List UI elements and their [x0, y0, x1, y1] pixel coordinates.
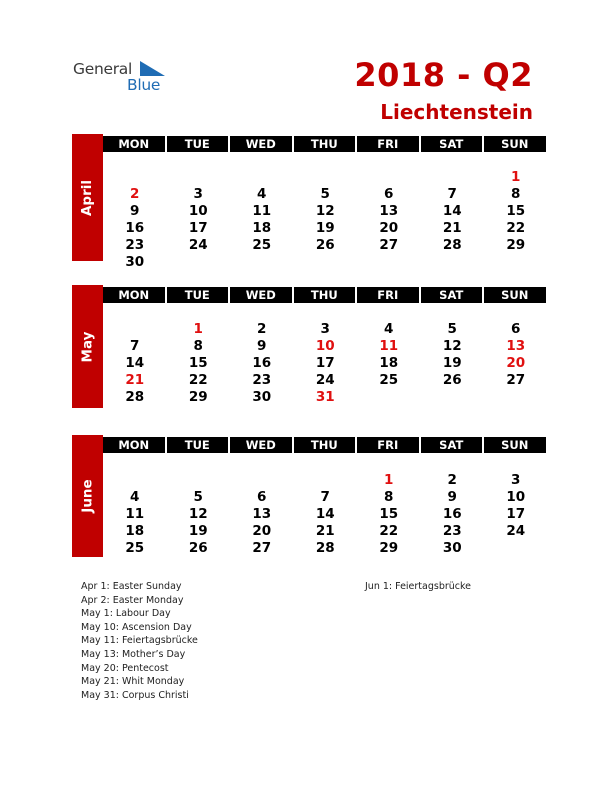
day-cell: 12	[315, 203, 335, 219]
day-cell: 21	[442, 220, 462, 236]
day-cell: 22	[188, 372, 208, 388]
day-grid	[103, 472, 548, 557]
week-row	[103, 355, 548, 372]
holiday-item: Apr 2: Easter Monday	[81, 594, 184, 606]
day-cell: 12	[442, 338, 462, 354]
day-cell: 9	[447, 489, 457, 505]
day-cell-holiday: 1	[193, 321, 203, 337]
day-cell	[230, 254, 294, 271]
day-cell: 15	[188, 355, 208, 371]
month-label: May	[79, 331, 96, 363]
day-cell: 16	[125, 220, 145, 236]
day-cell: 25	[379, 372, 399, 388]
day-cell: 8	[193, 338, 203, 354]
day-cell: 25	[252, 237, 272, 253]
day-cell-holiday: 20	[506, 355, 526, 371]
holiday-item: May 1: Labour Day	[81, 608, 171, 620]
holiday-item: May 20: Pentecost	[81, 662, 169, 674]
logo-text-general: General	[73, 60, 132, 78]
month-block-may	[72, 285, 540, 408]
day-cell	[421, 169, 485, 186]
day-cell: 24	[188, 237, 208, 253]
month-label: April	[79, 179, 96, 217]
day-cell: 17	[315, 355, 335, 371]
day-cell: 11	[125, 506, 145, 522]
day-cell: 5	[447, 321, 457, 337]
holiday-list-left	[81, 580, 198, 702]
day-cell: 19	[315, 220, 335, 236]
day-cell: 6	[384, 186, 394, 202]
holiday-item: Jun 1: Feiertagsbrücke	[365, 581, 472, 592]
weekday-header: WED	[230, 437, 292, 453]
day-cell: 7	[320, 489, 330, 505]
day-cell: 30	[252, 389, 272, 405]
day-cell: 13	[252, 506, 272, 522]
day-cell-holiday: 13	[506, 338, 526, 354]
day-cell: 25	[125, 540, 145, 556]
week-row	[103, 338, 548, 355]
day-cell: 24	[506, 523, 526, 539]
day-cell: 23	[442, 523, 462, 539]
week-row	[103, 523, 548, 540]
day-cell	[421, 389, 485, 406]
day-cell: 11	[252, 203, 272, 219]
day-cell	[294, 472, 358, 489]
week-row	[103, 389, 548, 406]
day-cell: 16	[252, 355, 272, 371]
day-cell: 2	[447, 472, 457, 488]
day-cell: 26	[315, 237, 335, 253]
week-row	[103, 372, 548, 389]
weekday-header: FRI	[357, 287, 419, 303]
day-cell: 4	[384, 321, 394, 337]
weekday-header: MON	[103, 287, 165, 303]
holiday-item: May 13: Mother’s Day	[81, 648, 186, 660]
week-row	[103, 472, 548, 489]
week-row	[103, 540, 548, 557]
day-cell-holiday: 1	[384, 472, 394, 488]
day-cell: 5	[320, 186, 330, 202]
day-cell	[230, 169, 294, 186]
weekday-header: MON	[103, 437, 165, 453]
week-row	[103, 220, 548, 237]
holiday-item: May 10: Ascension Day	[81, 621, 192, 633]
day-cell: 28	[315, 540, 335, 556]
weekday-header: WED	[230, 136, 292, 152]
day-cell: 4	[257, 186, 267, 202]
weekday-header: THU	[294, 287, 356, 303]
day-cell: 18	[379, 355, 399, 371]
page-title: 2018 - Q2	[354, 56, 533, 94]
weekday-header: SUN	[484, 437, 546, 453]
weekday-header: MON	[103, 136, 165, 152]
day-cell: 5	[193, 489, 203, 505]
day-cell: 26	[188, 540, 208, 556]
weekday-header: FRI	[357, 136, 419, 152]
day-cell: 19	[442, 355, 462, 371]
day-cell: 23	[252, 372, 272, 388]
weekday-header: SAT	[421, 136, 483, 152]
day-cell: 27	[506, 372, 526, 388]
month-bar	[72, 134, 103, 261]
day-cell: 29	[188, 389, 208, 405]
week-row	[103, 237, 548, 254]
logo-triangle-icon	[140, 61, 166, 77]
weekday-header: TUE	[167, 136, 229, 152]
day-cell: 26	[442, 372, 462, 388]
day-cell	[484, 389, 548, 406]
day-cell-holiday: 11	[379, 338, 399, 354]
day-cell: 6	[511, 321, 521, 337]
day-cell: 24	[315, 372, 335, 388]
day-cell: 30	[442, 540, 462, 556]
day-cell: 16	[442, 506, 462, 522]
weekday-header-row	[103, 287, 546, 303]
week-row	[103, 169, 548, 186]
day-cell	[103, 472, 167, 489]
day-cell: 23	[125, 237, 145, 253]
day-cell: 30	[125, 254, 145, 270]
week-row	[103, 489, 548, 506]
holiday-item: Apr 1: Easter Sunday	[81, 581, 182, 592]
day-cell	[230, 472, 294, 489]
day-cell	[484, 540, 548, 557]
day-cell	[103, 321, 167, 338]
month-bar	[72, 435, 103, 557]
week-row	[103, 321, 548, 338]
day-cell: 12	[188, 506, 208, 522]
day-cell	[294, 169, 358, 186]
day-cell: 14	[125, 355, 145, 371]
day-cell	[167, 254, 231, 271]
holiday-list-right	[365, 580, 471, 594]
week-row	[103, 254, 548, 271]
day-cell: 28	[442, 237, 462, 253]
month-block-june	[72, 435, 540, 557]
day-cell	[294, 254, 358, 271]
day-cell: 19	[188, 523, 208, 539]
day-cell: 22	[506, 220, 526, 236]
day-cell: 27	[379, 237, 399, 253]
day-cell: 21	[315, 523, 335, 539]
day-cell: 14	[442, 203, 462, 219]
day-cell: 8	[384, 489, 394, 505]
day-cell: 18	[125, 523, 145, 539]
day-cell: 18	[252, 220, 272, 236]
holiday-item: May 31: Corpus Christi	[81, 689, 189, 701]
day-cell: 9	[130, 203, 140, 219]
day-cell-holiday: 2	[130, 186, 140, 202]
logo	[73, 60, 173, 96]
weekday-header: THU	[294, 136, 356, 152]
day-cell: 3	[511, 472, 521, 488]
day-cell: 14	[315, 506, 335, 522]
day-cell: 20	[252, 523, 272, 539]
day-cell	[357, 254, 421, 271]
week-row	[103, 186, 548, 203]
day-cell: 10	[506, 489, 526, 505]
day-cell-holiday: 1	[511, 169, 521, 185]
country-name: Liechtenstein	[380, 100, 533, 124]
weekday-header: TUE	[167, 437, 229, 453]
day-cell: 4	[130, 489, 140, 505]
weekday-header-row	[103, 136, 546, 152]
day-cell: 7	[447, 186, 457, 202]
logo-text-blue: Blue	[127, 76, 161, 94]
month-label: June	[79, 479, 96, 513]
weekday-header: TUE	[167, 287, 229, 303]
weekday-header: FRI	[357, 437, 419, 453]
day-cell	[484, 254, 548, 271]
day-cell-holiday: 31	[315, 389, 335, 405]
day-cell: 9	[257, 338, 267, 354]
day-cell	[357, 389, 421, 406]
month-bar	[72, 285, 103, 408]
day-cell: 17	[506, 506, 526, 522]
day-cell: 3	[320, 321, 330, 337]
weekday-header: SUN	[484, 136, 546, 152]
day-cell	[103, 169, 167, 186]
week-row	[103, 203, 548, 220]
day-cell: 7	[130, 338, 140, 354]
day-cell: 17	[188, 220, 208, 236]
day-cell-holiday: 10	[315, 338, 335, 354]
weekday-header: SUN	[484, 287, 546, 303]
day-cell: 27	[252, 540, 272, 556]
day-cell	[167, 472, 231, 489]
holiday-item: May 11: Feiertagsbrücke	[81, 635, 198, 647]
month-block-april	[72, 134, 540, 270]
day-cell: 6	[257, 489, 267, 505]
week-row	[103, 506, 548, 523]
weekday-header: THU	[294, 437, 356, 453]
day-cell	[421, 254, 485, 271]
day-grid	[103, 321, 548, 406]
weekday-header: SAT	[421, 287, 483, 303]
weekday-header: SAT	[421, 437, 483, 453]
day-cell: 2	[257, 321, 267, 337]
holiday-item: May 21: Whit Monday	[81, 676, 185, 688]
day-cell: 29	[379, 540, 399, 556]
day-cell: 20	[379, 220, 399, 236]
day-cell: 10	[188, 203, 208, 219]
day-cell: 8	[511, 186, 521, 202]
day-cell: 29	[506, 237, 526, 253]
day-cell: 13	[379, 203, 399, 219]
day-cell: 15	[379, 506, 399, 522]
weekday-header-row	[103, 437, 546, 453]
day-cell: 3	[193, 186, 203, 202]
day-cell	[167, 169, 231, 186]
weekday-header: WED	[230, 287, 292, 303]
day-grid	[103, 169, 548, 271]
day-cell	[357, 169, 421, 186]
day-cell: 15	[506, 203, 526, 219]
day-cell: 28	[125, 389, 145, 405]
day-cell: 22	[379, 523, 399, 539]
day-cell-holiday: 21	[125, 372, 145, 388]
